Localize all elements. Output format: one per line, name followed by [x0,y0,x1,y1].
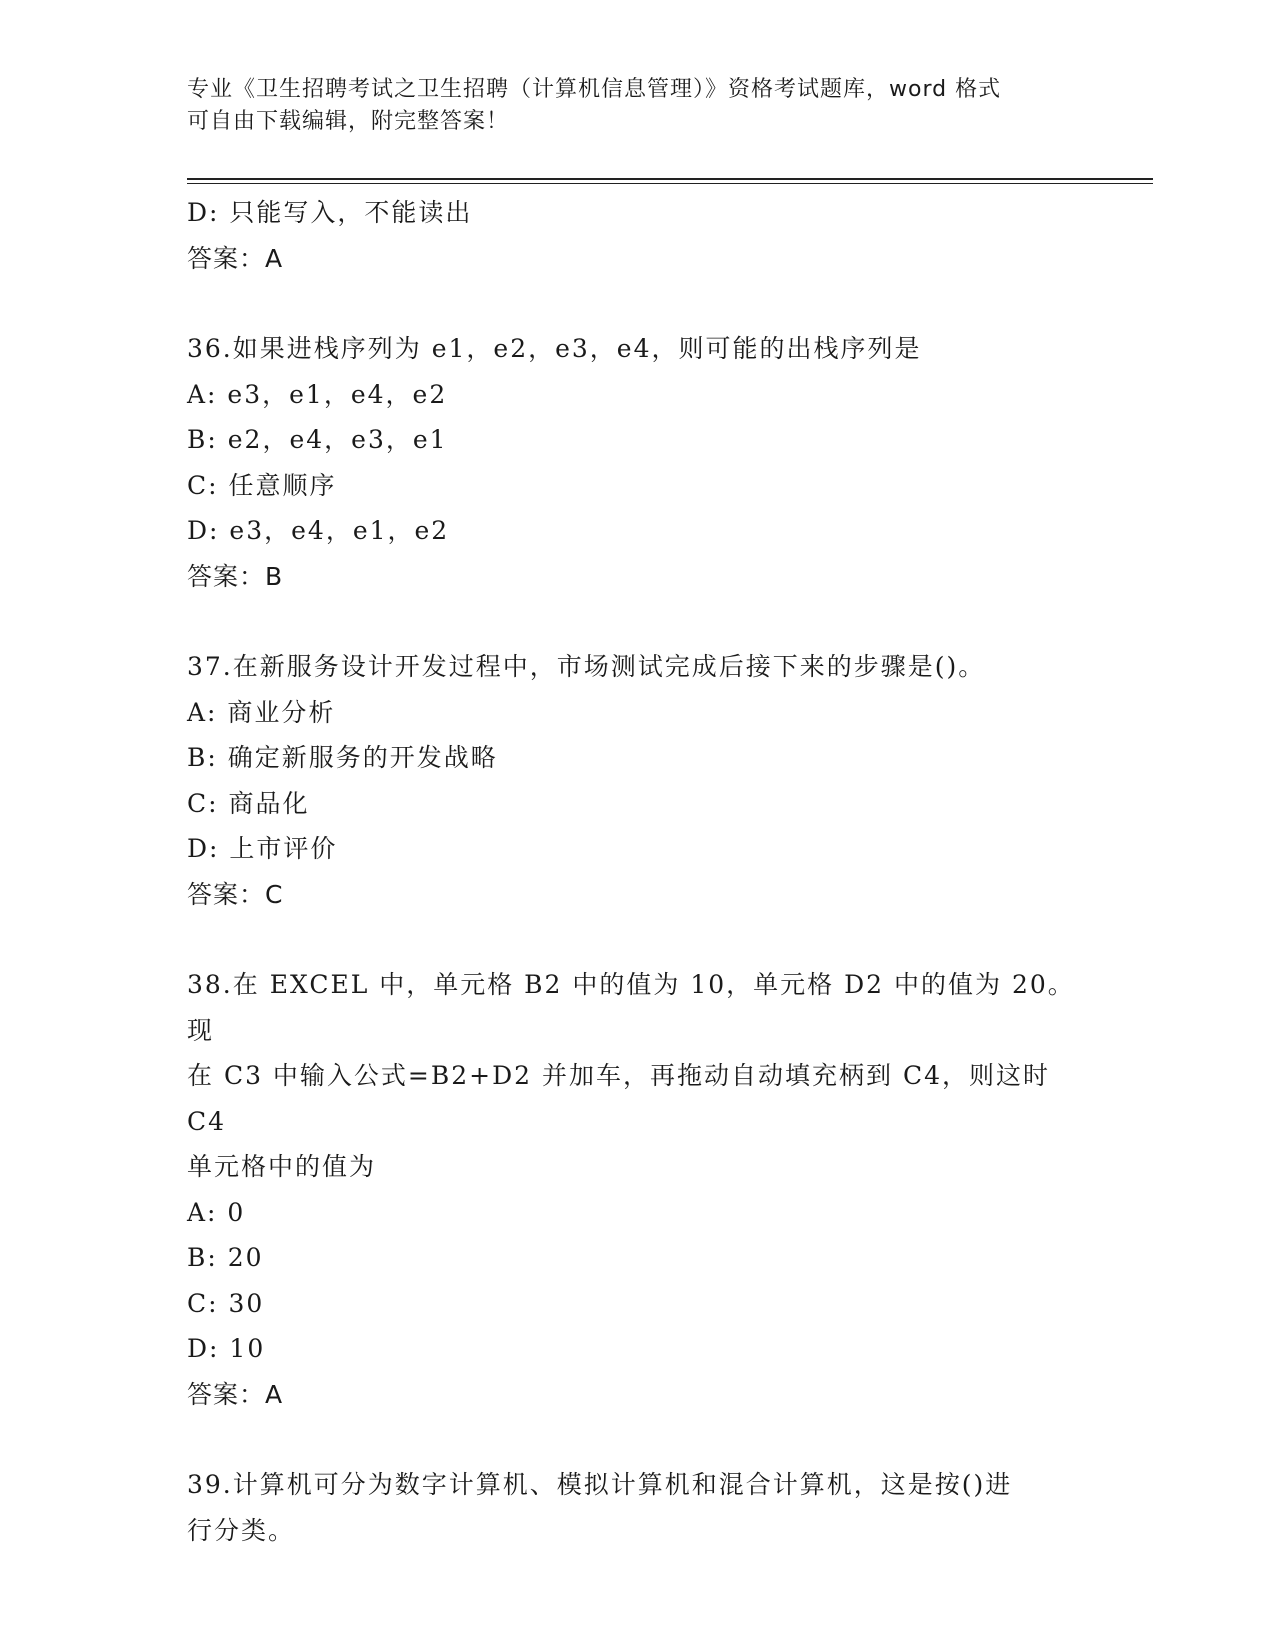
option-d: D: 上市评价 [187,834,338,863]
question-39 [187,1462,1087,1553]
option-d: D: 10 [187,1334,266,1363]
question-text: 37.在新服务设计开发过程中，市场测试完成后接下来的步骤是()。 [187,652,986,681]
prev-option-d: D: 只能写入，不能读出 [187,198,473,227]
option-b: B: 20 [187,1243,264,1272]
spacer [187,1417,1087,1462]
option-b: B: e2，e4，e3，e1 [187,425,448,454]
option-a: A: 商业分析 [187,697,336,727]
question-text-line-1: 38.在 EXCEL 中，单元格 B2 中的值为 10，单元格 D2 中的值为 20。现 [187,970,1075,1045]
spacer [187,281,1087,326]
spacer [187,917,1087,962]
document-header [187,74,1067,138]
header-divider-thick [187,178,1153,180]
option-c: C: 商品化 [187,788,310,818]
question-text: 36.如果进栈序列为 e1，e2，e3，e4，则可能的出栈序列是 [187,334,922,363]
question-text-line-2: 行分类。 [187,1515,296,1545]
option-c: C: 任意顺序 [187,470,337,500]
option-a: A: e3，e1，e4，e2 [187,379,448,409]
question-content [187,190,1087,1553]
prev-answer: 答案：A [187,243,284,273]
answer: 答案：B [187,561,284,591]
answer: 答案：C [187,879,284,909]
question-38 [187,962,1087,1417]
header-divider-thin [187,183,1153,184]
option-d: D: e3，e4，e1，e2 [187,516,450,545]
option-b: B: 确定新服务的开发战略 [187,743,498,772]
question-37 [187,644,1087,917]
question-text-line-3: 单元格中的值为 [187,1152,377,1181]
answer: 答案：A [187,1379,284,1409]
header-line-1: 专业《卫生招聘考试之卫生招聘（计算机信息管理）》资格考试题库，word 格式 [187,77,1002,102]
question-36 [187,326,1087,599]
option-a: A: 0 [187,1197,246,1227]
header-line-2: 可自由下载编辑，附完整答案！ [187,109,510,134]
option-c: C: 30 [187,1288,265,1318]
spacer [187,599,1087,644]
question-text-line-1: 39.计算机可分为数字计算机、模拟计算机和混合计算机，这是按()进 [187,1470,1013,1499]
question-text-line-2: 在 C3 中输入公式=B2+D2 并加车，再拖动自动填充柄到 C4，则这时 C4 [187,1061,1050,1136]
